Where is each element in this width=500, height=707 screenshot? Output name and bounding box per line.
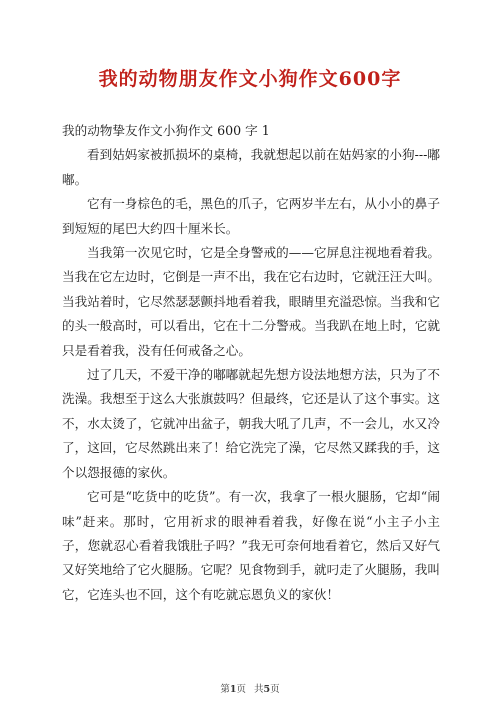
page-label-suffix: 页 [236, 684, 246, 695]
paragraph: 过了几天，不爱干净的嘟嘟就起先想方设法地想方法，只为了不洗澡。我想至于这么大张旗鼓吗？但最终，它还是认了这个事实。这不，水太烫了，它就冲出盆子，朝我大吼了几声，不一会儿，水又冷了，这回，它尽然跳出来了！给它洗完了澡，它尽然又蹂我的手，这个以怨报德的家伙。 [62, 367, 440, 480]
document-title: 我的动物朋友作文小狗作文600字 [98, 68, 402, 90]
paragraph: 当我第一次见它时，它是全身警戒的——它屏息注视地看着我。当我在它左边时，它倒是一声不出，我在它右边时，它就汪汪大叫。当我站着时，它尽然瑟瑟颤抖地看着我，眼睛里充溢恐惊。当我和它的头一般高时，可以看出，它在十二分警戒。当我趴在地上时，它就只是看着我，没有任何戒备之心。 [62, 245, 440, 358]
paragraph: 看到姑妈家被抓损坏的桌椅，我就想起以前在姑妈家的小狗---嘟嘟。 [62, 147, 440, 187]
paragraph: 它有一身棕色的毛，黑色的爪子，它两岁半左右，从小小的鼻子到短短的尾巴大约四十厘米长。 [62, 196, 440, 236]
total-label-suffix: 页 [270, 684, 280, 695]
total-pages-number: 5 [263, 684, 271, 695]
page-footer [0, 681, 500, 695]
document-body [62, 119, 440, 607]
total-label-prefix: 共 [254, 684, 264, 695]
current-page-number: 1 [229, 684, 237, 695]
paragraph: 它可是“吃货中的吃货”。有一次，我拿了一根火腿肠，它却“闹味”赶来。那时，它用祈求的眼神看着我，好像在说“小主子小主子，您就忍心看着我饿肚子吗？”我无可奈何地看着它，然后又好气又好笑地给了它火腿肠。它呢？见食物到手，就叼走了火腿肠，我叫它，它连头也不回，这个有吃就忘恩负义的家伙！ [62, 489, 440, 602]
document-subtitle: 我的动物挚友作文小狗作文 600 字 1 [62, 123, 270, 138]
page-label-prefix: 第 [220, 684, 230, 695]
